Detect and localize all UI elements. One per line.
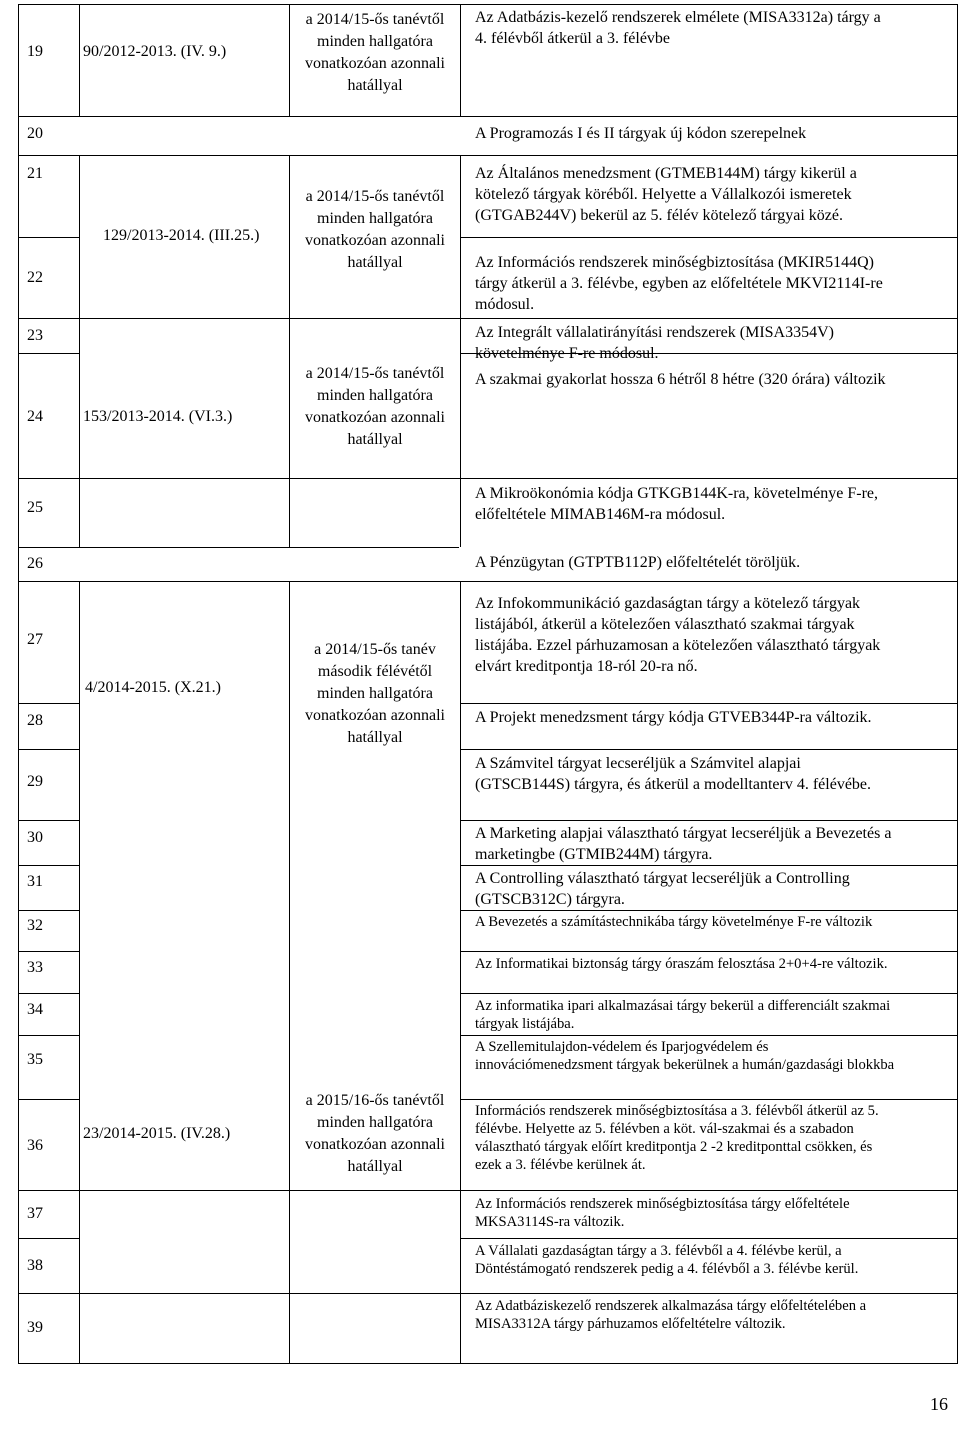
row-divider: [19, 865, 79, 866]
row-number: 32: [27, 917, 43, 934]
change-description: Az informatika ipari alkalmazásai tárgy bekerül a differenciált szakmai tárgyak listájába.: [475, 998, 891, 1032]
change-description: A Projekt menedzsment tárgy kódja GTVEB344P-ra változik.: [475, 709, 872, 726]
change-description: Az Informatikai biztonság tárgy óraszám felosztása 2+0+4-re változik.: [475, 956, 888, 972]
change-description: Információs rendszerek minőségbiztosítása a 3. félévből átkerül az 5. félévbe. Helyette az 5. félévben a köt. vál-szakmai és a szabadon választható tárgyak előírt kreditpontja 2 -2 kreditponttal csökken, és ezek a 3. félévbe kerülnek át.: [475, 1103, 879, 1173]
effective-date: a 2015/16-ős tanévtől minden hallgatóra vonatkozóan azonnali hatállyal: [305, 1092, 445, 1175]
row-divider: [19, 951, 79, 952]
column-divider: [289, 5, 290, 116]
row-divider: [19, 993, 79, 994]
row-divider: [460, 951, 957, 952]
column-divider: [289, 581, 290, 1364]
change-description: A Vállalati gazdaságtan tárgy a 3. félévből a 4. félévbe kerül, a Döntéstámogató rendszerek pedig a 4. félévből a 3. félévbe kerül.: [475, 1243, 859, 1277]
row-divider: [19, 1190, 957, 1191]
row-divider: [460, 993, 957, 994]
row-number: 35: [27, 1051, 43, 1068]
row-divider: [19, 1035, 79, 1036]
row-divider: [460, 1238, 957, 1239]
column-divider: [460, 581, 461, 1364]
change-description: A Pénzügytan (GTPTB112P) előfeltételét töröljük.: [475, 554, 801, 571]
decision-number: 153/2013-2014. (VI.3.): [83, 408, 233, 425]
change-description: Az Általános menedzsment (GTMEB144M) tárgy kikerül a kötelező tárgyak köréből. Helyette a Vállalkozói ismeretek (GTGAB244V) bekerül az 5. félév kötelező tárgyai közé.: [475, 165, 857, 224]
row-divider: [19, 547, 459, 548]
row-divider: [19, 749, 79, 750]
change-description: A szakmai gyakorlat hossza 6 hétről 8 hétre (320 órára) változik: [475, 371, 886, 388]
column-divider: [79, 5, 80, 116]
row-number: 26: [27, 555, 43, 572]
decision-number: 4/2014-2015. (X.21.): [85, 679, 221, 696]
row-divider: [19, 155, 957, 156]
decision-number: 129/2013-2014. (III.25.): [103, 227, 260, 244]
row-divider: [460, 1099, 957, 1100]
row-number: 25: [27, 499, 43, 516]
row-number: 23: [27, 327, 43, 344]
row-divider: [19, 910, 79, 911]
row-number: 24: [27, 408, 43, 425]
row-number: 30: [27, 829, 43, 846]
row-divider: [460, 237, 957, 238]
decision-number: 90/2012-2013. (IV. 9.): [83, 43, 227, 60]
effective-date: a 2014/15-ős tanévtől minden hallgatóra vonatkozóan azonnali hatállyal: [305, 365, 445, 448]
change-description: A Marketing alapjai választható tárgyat lecseréljük a Bevezetés a marketingbe (GTMIB244M) tárgyra.: [475, 825, 892, 863]
row-number: 28: [27, 712, 43, 729]
row-number: 37: [27, 1205, 43, 1222]
row-number: 19: [27, 43, 43, 60]
change-description: A Controlling választható tárgyat lecseréljük a Controlling (GTSCB312C) tárgyra.: [475, 870, 850, 908]
row-divider: [19, 581, 957, 582]
column-divider: [460, 5, 461, 116]
row-divider: [19, 1293, 957, 1294]
row-number: 39: [27, 1319, 43, 1336]
row-divider: [19, 116, 957, 117]
change-description: Az Információs rendszerek minőségbiztosítása tárgy előfeltétele MKSA3114S-ra változik.: [475, 1196, 850, 1230]
change-description: A Programozás I és II tárgyak új kódon szerepelnek: [475, 125, 807, 142]
change-description: A Számvitel tárgyat lecseréljük a Számvitel alapjai (GTSCB144S) tárgyra, és átkerül a modelltanterv 4. félévébe.: [475, 755, 872, 793]
row-divider: [19, 820, 79, 821]
change-description: Az Infokommunikáció gazdaságtan tárgy a kötelező tárgyak listájából, átkerül a kötelezően választható szakmai tárgyak listájába. Ezzel párhuzamosan a kötelezően választható tárgyak elvárt kreditpontja 18-ról 20-ra nő.: [475, 595, 881, 675]
row-divider: [19, 237, 79, 238]
row-divider: [460, 820, 957, 821]
change-description: Az Információs rendszerek minőségbiztosítása (MKIR5144Q) tárgy átkerül a 3. félévbe, egyben az előfeltétele MKVI2114I-re módosul.: [475, 254, 883, 313]
page-number: 16: [930, 1394, 948, 1414]
change-description: A Szellemitulajdon-védelem és Iparjogvédelem és innovációmenedzsment tárgyak bekerülnek a humán/gazdasági blokkba: [475, 1039, 895, 1073]
row-divider: [19, 318, 957, 319]
row-divider: [19, 1238, 79, 1239]
column-divider: [460, 155, 461, 547]
row-divider: [460, 910, 957, 911]
row-divider: [460, 1035, 957, 1036]
row-number: 22: [27, 269, 43, 286]
row-divider: [460, 703, 957, 704]
row-number: 31: [27, 873, 43, 890]
column-divider: [289, 155, 290, 547]
row-divider: [19, 353, 79, 354]
row-number: 38: [27, 1257, 43, 1274]
row-number: 27: [27, 631, 43, 648]
effective-date: a 2014/15-ős tanévtől minden hallgatóra vonatkozóan azonnali hatállyal: [305, 188, 445, 271]
change-description: Az Adatbáziskezelő rendszerek alkalmazása tárgy előfeltételében a MISA3312A tárgy párhuzamos előfeltételre változik.: [475, 1298, 867, 1332]
row-number: 21: [27, 165, 43, 182]
effective-date: a 2014/15-ős tanév második félévétől minden hallgatóra vonatkozóan azonnali hatállyal: [305, 641, 445, 746]
row-divider: [19, 703, 79, 704]
change-description: Az Integrált vállalatirányítási rendszerek (MISA3354V) követelménye F-re módosul.: [475, 324, 834, 362]
row-divider: [460, 749, 957, 750]
change-description: A Bevezetés a számítástechnikába tárgy követelménye F-re változik: [475, 914, 873, 930]
effective-date: a 2014/15-ős tanévtől minden hallgatóra vonatkozóan azonnali hatállyal: [305, 11, 445, 94]
row-number: 36: [27, 1137, 43, 1154]
change-description: Az Adatbázis-kezelő rendszerek elmélete (MISA3312a) tárgy a 4. félévből átkerül a 3. félévbe: [475, 9, 881, 47]
row-number: 33: [27, 959, 43, 976]
row-number: 29: [27, 773, 43, 790]
changes-table: [18, 4, 958, 1364]
decision-number: 23/2014-2015. (IV.28.): [83, 1125, 231, 1142]
row-divider: [19, 1099, 79, 1100]
row-divider: [460, 865, 957, 866]
column-divider: [79, 155, 80, 547]
row-number: 20: [27, 125, 43, 142]
column-divider: [79, 581, 80, 1364]
row-divider: [19, 478, 957, 479]
change-description: A Mikroökonómia kódja GTKGB144K-ra, követelménye F-re, előfeltétele MIMAB146M-ra módosul.: [475, 485, 879, 523]
row-number: 34: [27, 1001, 43, 1018]
